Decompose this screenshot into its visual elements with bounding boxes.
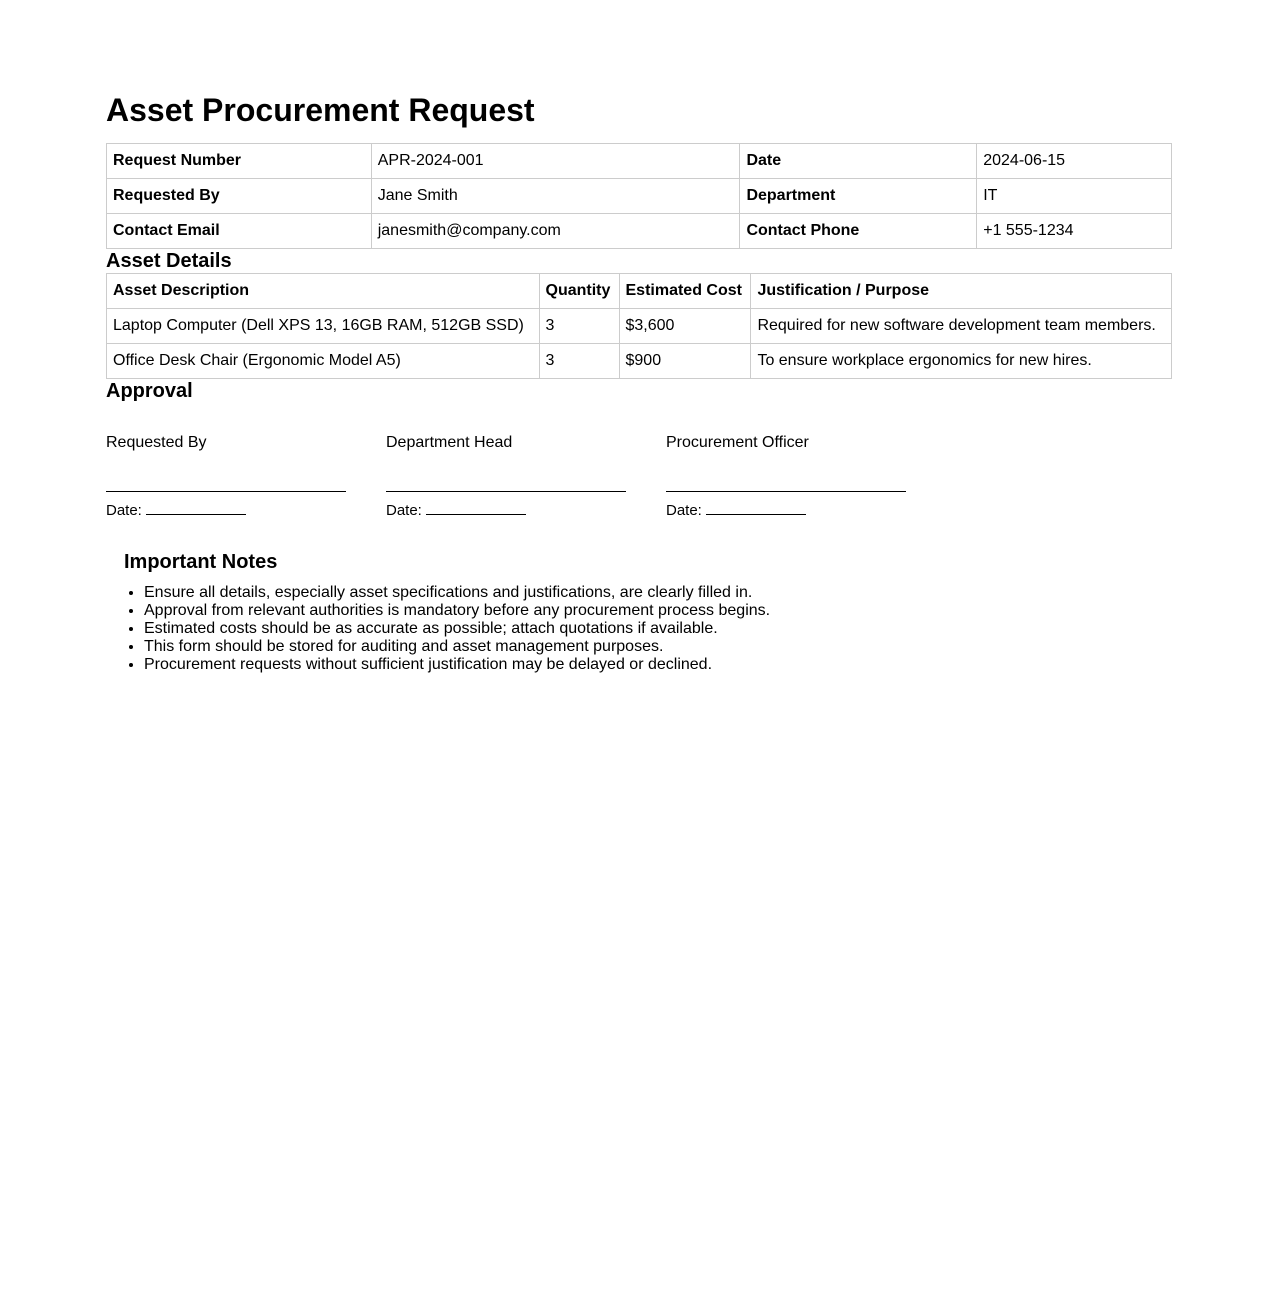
requested-by-label: Requested By bbox=[107, 179, 372, 214]
notes-list bbox=[124, 584, 1172, 674]
approver-department-head bbox=[386, 433, 626, 520]
list-item: • Estimated costs should be as accurate as possible; attach quotations if available. bbox=[144, 620, 1172, 638]
asset-justification: Required for new software development team members. bbox=[751, 309, 1172, 344]
column-header-justification: Justification / Purpose bbox=[751, 274, 1172, 309]
date-label: Date: bbox=[666, 502, 702, 519]
asset-cost: $3,600 bbox=[619, 309, 751, 344]
department-label: Department bbox=[740, 179, 977, 214]
asset-details-table bbox=[106, 273, 1172, 379]
approval-signatures bbox=[106, 433, 1172, 520]
signature-date bbox=[666, 500, 906, 520]
requested-by-value: Jane Smith bbox=[371, 179, 740, 214]
contact-phone-label: Contact Phone bbox=[740, 214, 977, 249]
date-value: 2024-06-15 bbox=[977, 144, 1172, 179]
asset-details-heading: Asset Details bbox=[106, 250, 232, 272]
table-row bbox=[107, 214, 1172, 249]
asset-cost: $900 bbox=[619, 344, 751, 379]
list-item: • This form should be stored for auditing and asset management purposes. bbox=[144, 638, 1172, 656]
date-blank bbox=[426, 500, 526, 515]
column-header-description: Asset Description bbox=[107, 274, 540, 309]
date-blank bbox=[706, 500, 806, 515]
table-row bbox=[107, 144, 1172, 179]
request-number-value: APR-2024-001 bbox=[371, 144, 740, 179]
column-header-quantity: Quantity bbox=[539, 274, 619, 309]
request-number-label: Request Number bbox=[107, 144, 372, 179]
request-info-table bbox=[106, 143, 1172, 249]
table-row bbox=[107, 309, 1172, 344]
notes-heading: Important Notes bbox=[124, 551, 278, 573]
date-blank bbox=[146, 500, 246, 515]
list-item: • Ensure all details, especially asset specifications and justifications, are clearly filled in. bbox=[144, 584, 1172, 602]
important-notes bbox=[106, 550, 1172, 674]
page-title: Asset Procurement Request bbox=[106, 92, 535, 128]
date-label: Date: bbox=[106, 502, 142, 519]
column-header-cost: Estimated Cost bbox=[619, 274, 751, 309]
signature-date bbox=[106, 500, 346, 520]
list-item: • Procurement requests without sufficient justification may be delayed or declined. bbox=[144, 656, 1172, 674]
date-label: Date bbox=[740, 144, 977, 179]
table-header-row bbox=[107, 274, 1172, 309]
signature-line bbox=[386, 491, 626, 492]
procurement-form bbox=[106, 0, 1172, 674]
date-label: Date: bbox=[386, 502, 422, 519]
approver-procurement-officer bbox=[666, 433, 906, 520]
asset-description: Office Desk Chair (Ergonomic Model A5) bbox=[107, 344, 540, 379]
table-row bbox=[107, 344, 1172, 379]
approver-requested-by bbox=[106, 433, 346, 520]
list-item: • Approval from relevant authorities is mandatory before any procurement process begins. bbox=[144, 602, 1172, 620]
asset-justification: To ensure workplace ergonomics for new hires. bbox=[751, 344, 1172, 379]
approver-role: Requested By bbox=[106, 434, 207, 451]
signature-date bbox=[386, 500, 626, 520]
contact-phone-value: +1 555-1234 bbox=[977, 214, 1172, 249]
approver-role: Department Head bbox=[386, 434, 513, 451]
contact-email-label: Contact Email bbox=[107, 214, 372, 249]
asset-description: Laptop Computer (Dell XPS 13, 16GB RAM, 512GB SSD) bbox=[107, 309, 540, 344]
asset-quantity: 3 bbox=[539, 344, 619, 379]
signature-line bbox=[666, 491, 906, 492]
asset-quantity: 3 bbox=[539, 309, 619, 344]
approval-heading: Approval bbox=[106, 380, 193, 402]
department-value: IT bbox=[977, 179, 1172, 214]
approver-role: Procurement Officer bbox=[666, 434, 809, 451]
contact-email-value: janesmith@company.com bbox=[371, 214, 740, 249]
signature-line bbox=[106, 491, 346, 492]
table-row bbox=[107, 179, 1172, 214]
